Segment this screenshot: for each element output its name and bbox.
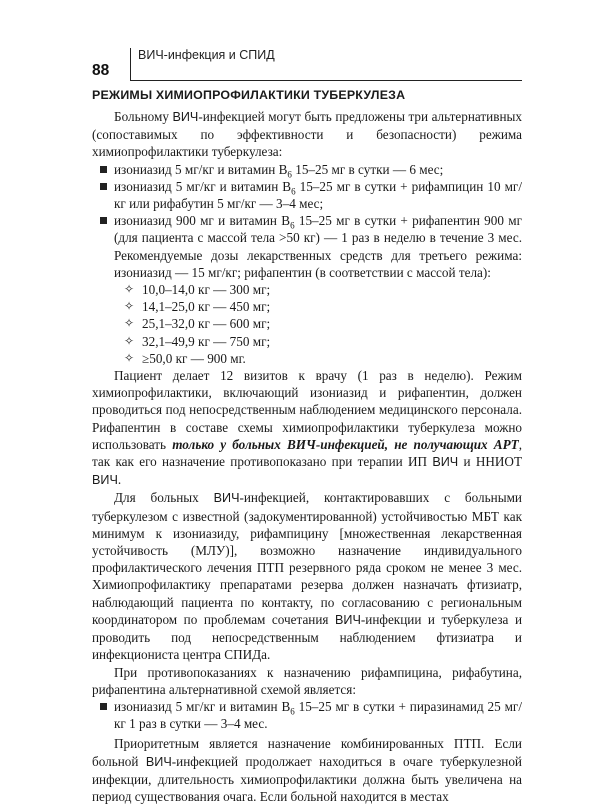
subscript: 6 — [290, 706, 295, 717]
list-item — [92, 212, 522, 367]
page-number: 88 — [92, 62, 110, 79]
contraindication-paragraph: При противопоказаниях к назначению рифампицина, рифабутина, рифапентина альтернативной схемой является: — [92, 664, 522, 697]
text: 25,1–32,0 кг — 600 мг; — [142, 316, 271, 332]
diamond-bullet-icon: ✧ — [124, 316, 135, 331]
page-body — [92, 86, 522, 805]
text: Больному — [114, 109, 173, 124]
bullet-square-icon — [100, 166, 107, 173]
text: ВИЧ — [335, 612, 361, 627]
priority-paragraph — [92, 735, 522, 805]
intro-paragraph — [92, 108, 522, 161]
bullet-square-icon — [100, 703, 107, 710]
text: 15–25 мг в сутки + рифампицин 10 мг/кг или рифабутин 5 мг/кг — 3–4 мес; — [114, 178, 522, 212]
text: -инфекцией, контактировавших с больными туберкулезом с известной (задокументированной) устойчивостью МБТ как минимум к изониазиду, рифампицину [множественная лекарственная устойчивость (МЛУ)], возможно назначение индивидуального профилактического лечения ПТП резервного ряда сроком не менее 3 мес. Химиопрофилактику препаратами резерва должен назначать фтизиатр, наблюдающий пациента по контакту, по согласованию с региональным координатором по проблемам сочетания — [92, 490, 522, 627]
text: ВИЧ — [172, 110, 199, 124]
text: изониазид 5 мг/кг и витамин B — [114, 698, 291, 714]
text: ВИЧ — [213, 491, 240, 506]
text: Пациент делает 12 визитов к врачу (1 раз в неделю). Режим химиопрофилактики, включающий изониазид и рифапентин, должен проводиться под непосредственным наблюдением медицинского персонала. Рифапентин в составе схемы химиопрофилактики туберкулеза можно использовать — [92, 368, 522, 452]
text: 10,0–14,0 кг — 300 мг; — [142, 282, 271, 298]
text: изониазид 5 мг/кг и витамин B — [114, 178, 292, 194]
running-title: ВИЧ-инфекция и СПИД — [138, 48, 275, 62]
regimen-list — [92, 161, 522, 367]
diamond-bullet-icon: ✧ — [124, 299, 135, 314]
text: ВИЧ — [432, 455, 459, 470]
subscript: 6 — [287, 169, 292, 180]
mdr-paragraph — [92, 489, 522, 663]
text: ВИЧ — [145, 754, 172, 769]
bullet-square-icon — [100, 217, 107, 224]
text: -инфекции и туберкулеза и проводить под непосредственным наблюдением фтизиатра и инфекциониста центра СПИДа. — [92, 611, 522, 663]
list-item — [124, 350, 522, 367]
text: . — [117, 472, 122, 488]
list-item — [92, 178, 522, 212]
diamond-bullet-icon: ✧ — [124, 350, 135, 365]
text: , так как его назначение противопоказано при терапии ИП — [92, 436, 522, 470]
text: и ННИОТ — [458, 454, 522, 470]
diamond-bullet-icon: ✧ — [124, 333, 135, 348]
text: Приоритетным является назначение комбинированных ПТП. Если больной — [92, 736, 522, 769]
visits-paragraph — [92, 367, 522, 489]
text: изониазид 5 мг/кг и витамин B — [114, 161, 288, 177]
text: Для больных — [114, 490, 214, 506]
text: -инфекцией могут быть предложены три альтернативных (сопоставимых по эффективности и безопасности) режима химиопрофилактики туберкулеза: — [92, 109, 522, 160]
text: 15–25 мг в сутки + рифапентин 900 мг (для пациента с массой тела >50 кг) — 1 раз в неделю в течение 3 мес. Рекомендуемые дозы лекарственных средств для третьего режима: изониазид — 15 мг/кг; рифапентин (в соответствии с массой тела): — [114, 213, 522, 280]
list-item — [124, 281, 522, 298]
header-horizontal-rule — [130, 80, 522, 81]
diamond-bullet-icon: ✧ — [124, 282, 135, 297]
running-header — [92, 44, 522, 84]
list-item — [92, 698, 522, 732]
text: -инфекцией продолжает находиться в очаге туберкулезной инфекции, длительность химиопрофилактики должна быть увеличена на период существования очага. Если больной находится в местах — [92, 753, 522, 804]
list-item — [124, 333, 522, 350]
list-item — [92, 161, 522, 178]
text: изониазид 900 мг и витамин B — [114, 213, 291, 229]
text: 15–25 мг в сутки — 6 мес; — [291, 161, 444, 177]
list-item — [124, 298, 522, 315]
emphasis: только у больных ВИЧ-инфекцией, не получающих АРТ — [172, 436, 519, 452]
subscript: 6 — [290, 220, 295, 231]
alt-regimen-list — [92, 698, 522, 732]
text: 15–25 мг в сутки + пиразинамид 25 мг/кг 1 раз в сутки — 3–4 мес. — [114, 698, 522, 732]
text: ≥50,0 кг — 900 мг. — [142, 350, 246, 366]
text: 14,1–25,0 кг — 450 мг; — [142, 299, 271, 315]
section-title: РЕЖИМЫ ХИМИОПРОФИЛАКТИКИ ТУБЕРКУЛЕЗА — [92, 88, 406, 102]
text: 32,1–49,9 кг — 750 мг; — [142, 333, 271, 349]
bullet-square-icon — [100, 183, 107, 190]
list-item — [124, 315, 522, 332]
subscript: 6 — [291, 186, 296, 197]
dose-list — [114, 281, 522, 367]
text: ВИЧ — [92, 473, 118, 488]
header-vertical-rule — [130, 48, 131, 80]
